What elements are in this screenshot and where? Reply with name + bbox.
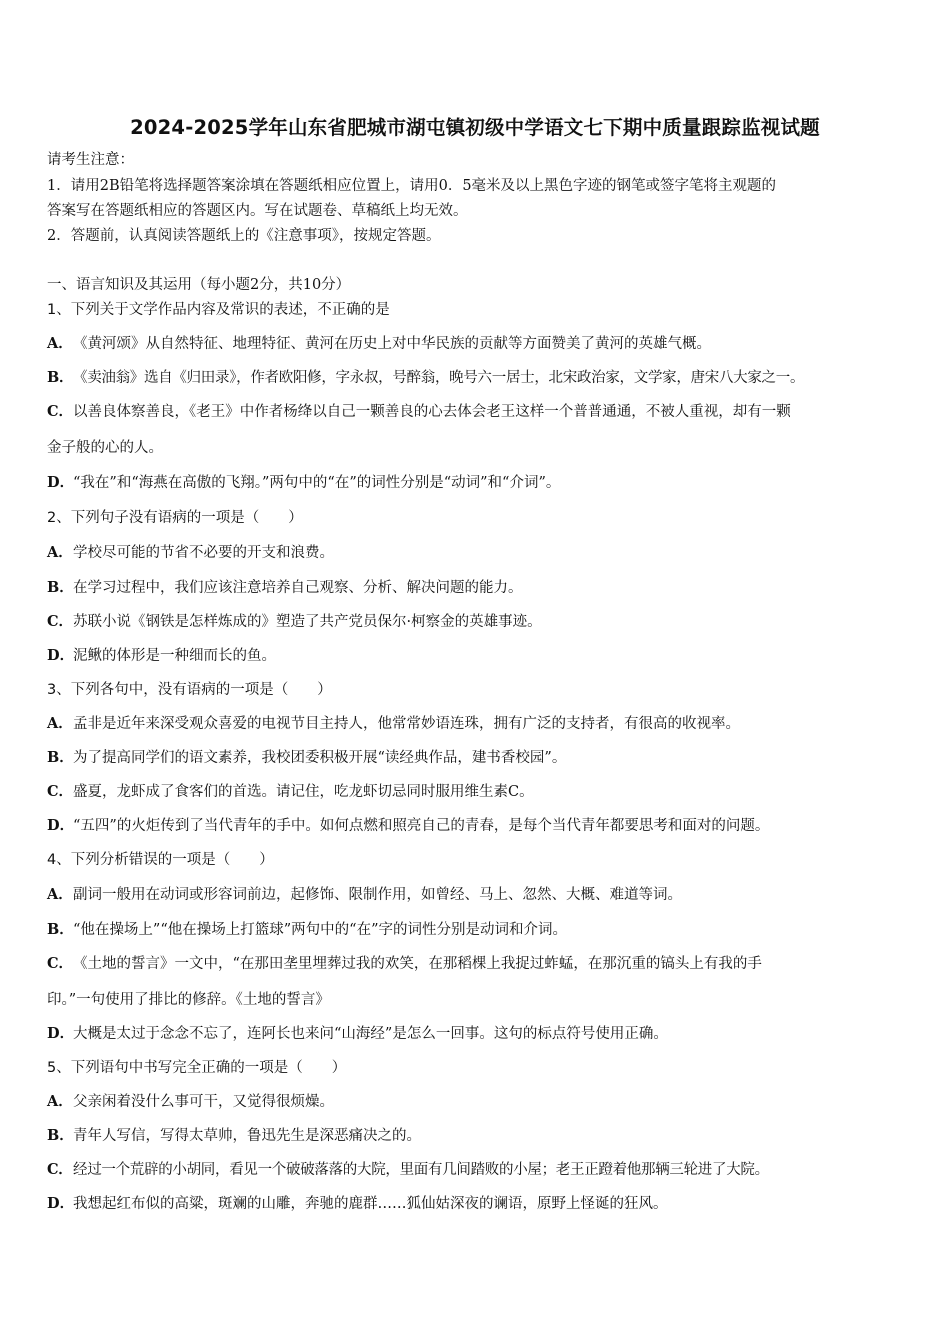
option-label: B． (47, 369, 74, 386)
option-label: B． (47, 749, 74, 766)
option-label: B． (47, 1127, 74, 1144)
question-5-stem: 5、下列语句中书写完全正确的一项是（ ） (47, 1060, 347, 1076)
option-text: 经过一个荒辟的小胡同，看见一个破破落落的大院，里面有几间踏败的小屋；老王正蹬着他那辆三轮进了大院。 (73, 1162, 769, 1178)
q1-option-d (47, 473, 560, 493)
option-text: 孟非是近年来深受观众喜爱的电视节目主持人，他常常妙语连珠，拥有广泛的支持者，有很高的收视率。 (73, 716, 740, 732)
option-label: A． (47, 544, 73, 561)
option-label: C． (47, 613, 74, 630)
option-label: D． (47, 1025, 75, 1042)
q4-option-c-continued: 印。”一句使用了排比的修辞。《土地的誓言》 (47, 992, 330, 1008)
q4-option-d (47, 1024, 668, 1044)
option-text: “他在操场上”“他在操场上打篮球”两句中的“在”字的词性分别是动词和介词。 (73, 922, 567, 938)
option-label: A． (47, 715, 73, 732)
q3-option-c (47, 782, 534, 802)
option-text: 盛夏，龙虾成了食客们的首选。请记住，吃龙虾切忌同时服用维生素C。 (73, 784, 534, 800)
q1-option-a (47, 334, 711, 354)
option-text: 我想起红布似的高粱，斑斓的山雕，奔驰的鹿群……狐仙姑深夜的谰语，原野上怪诞的狂风。 (73, 1196, 668, 1212)
option-label: C． (47, 403, 74, 420)
q2-option-a (47, 543, 334, 563)
question-4-stem: 4、下列分析错误的一项是（ ） (47, 852, 274, 868)
q2-option-b (47, 578, 523, 598)
option-label: A． (47, 335, 73, 352)
notice-line-2: 答案写在答题纸相应的答题区内。写在试题卷、草稿纸上均无效。 (47, 203, 468, 219)
option-label: C． (47, 1161, 73, 1178)
option-text: 在学习过程中，我们应该注意培养自己观察、分析、解决问题的能力。 (73, 580, 523, 596)
option-text: 苏联小说《钢铁是怎样炼成的》塑造了共产党员保尔·柯察金的英雄事迹。 (73, 614, 542, 630)
question-1-stem: 1、下列关于文学作品内容及常识的表述，不正确的是 (47, 302, 390, 318)
q3-option-b (47, 748, 566, 768)
option-text: “我在”和“海燕在高傲的飞翔。”两句中的“在”的词性分别是“动词”和“介词”。 (73, 475, 561, 491)
q4-option-c (47, 954, 762, 974)
option-text: 泥鳅的体形是一种细而长的鱼。 (73, 648, 276, 664)
option-text: 为了提高同学们的语文素养，我校团委积极开展“读经典作品，建书香校园”。 (73, 750, 567, 766)
q3-option-a (47, 714, 740, 734)
q4-option-a (47, 885, 682, 905)
q2-option-c (47, 612, 542, 632)
notice-line-1: 1．请用2B铅笔将选择题答案涂填在答题纸相应位置上，请用0．5毫米及以上黑色字迹的钢笔或签字笔将主观题的 (47, 178, 777, 194)
option-text: 《土地的誓言》一文中，“在那田垄里埋葬过我的欢笑，在那稻棵上我捉过蚱蜢，在那沉重的镐头上有我的手 (73, 956, 762, 972)
option-label: C． (47, 783, 74, 800)
q5-option-d (47, 1194, 668, 1214)
option-text: “五四”的火炬传到了当代青年的手中。如何点燃和照亮自己的青春，是每个当代青年都要思考和面对的问题。 (73, 818, 770, 834)
q5-option-c (47, 1160, 769, 1180)
q5-option-a (47, 1092, 334, 1112)
option-label: D． (47, 647, 75, 664)
option-text: 以善良体察善良，《老王》中作者杨绛以自己一颗善良的心去体会老王这样一个普普通通，不被人重视，却有一颗 (73, 404, 791, 420)
option-text: 《黄河颂》从自然特征、地理特征、黄河在历史上对中华民族的贡献等方面赞美了黄河的英雄气概。 (73, 336, 711, 352)
option-text: 副词一般用在动词或形容词前边，起修饰、限制作用，如曾经、马上、忽然、大概、难道等词。 (73, 887, 682, 903)
option-text: 大概是太过于念念不忘了，连阿长也来问“山海经”是怎么一回事。这句的标点符号使用正确。 (73, 1026, 668, 1042)
q5-option-b (47, 1126, 421, 1146)
option-label: D． (47, 817, 75, 834)
option-label: B． (47, 579, 74, 596)
option-label: D． (47, 1195, 75, 1212)
notice-heading: 请考生注意： (47, 152, 134, 168)
q2-option-d (47, 646, 276, 666)
option-label: D． (47, 474, 75, 491)
q3-option-d (47, 816, 769, 836)
notice-line-3: 2．答题前，认真阅读答题纸上的《注意事项》，按规定答题。 (47, 228, 441, 244)
q1-option-c-continued: 金子般的心的人。 (47, 440, 163, 456)
question-2-stem: 2、下列句子没有语病的一项是（ ） (47, 510, 303, 526)
option-label: A． (47, 1093, 73, 1110)
section-heading: 一、语言知识及其运用（每小题2分，共10分） (47, 277, 351, 293)
question-3-stem: 3、下列各句中，没有语病的一项是（ ） (47, 682, 332, 698)
option-text: 《卖油翁》选自《归田录》，作者欧阳修，字永叔，号醉翁，晚号六一居士，北宋政治家，文学家，唐宋八大家之一。 (73, 370, 805, 386)
option-text: 青年人写信，写得太草帅，鲁迅先生是深恶痛决之的。 (73, 1128, 421, 1144)
option-text: 父亲闲着没什么事可干，又觉得很烦燥。 (73, 1094, 334, 1110)
option-text: 学校尽可能的节省不必要的开支和浪费。 (73, 545, 334, 561)
page-title: 2024-2025学年山东省肥城市湖屯镇初级中学语文七下期中质量跟踪监视试题 (130, 116, 820, 139)
q4-option-b (47, 920, 567, 940)
q1-option-c (47, 402, 791, 422)
option-label: B． (47, 921, 74, 938)
option-label: A． (47, 886, 73, 903)
q1-option-b (47, 368, 804, 388)
option-label: C． (47, 955, 74, 972)
